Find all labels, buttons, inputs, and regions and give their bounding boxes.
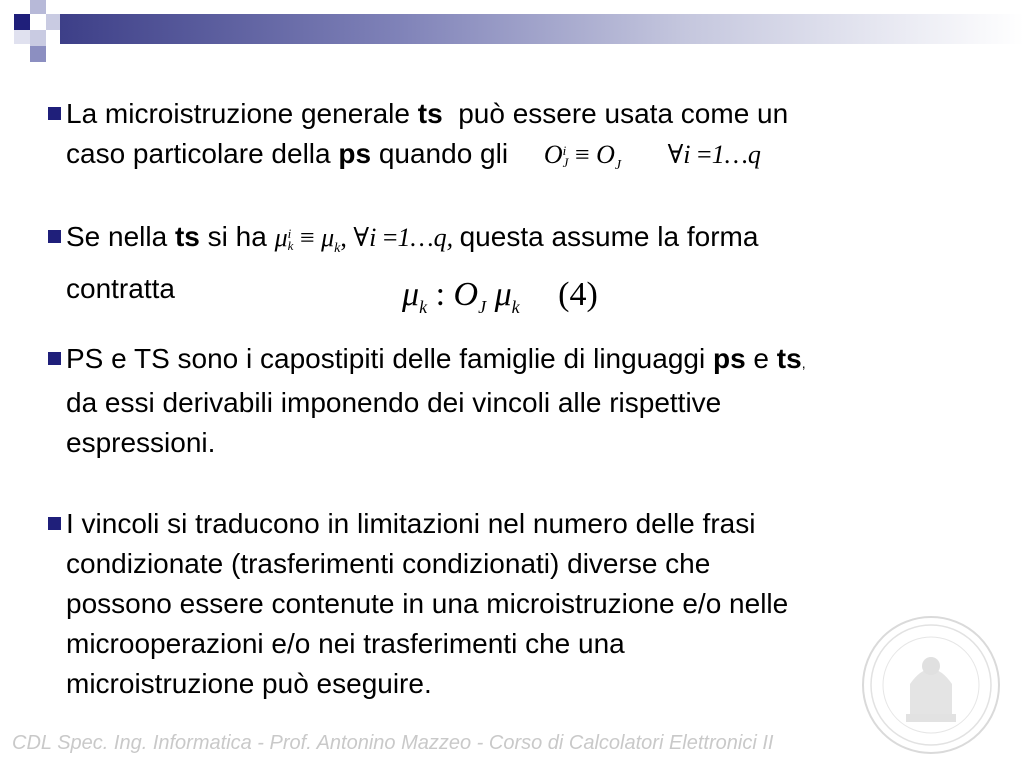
bold-term: ts bbox=[174, 221, 200, 252]
text-segment: , bbox=[801, 355, 806, 371]
math-symbol: , bbox=[340, 223, 347, 252]
bullet-3 bbox=[46, 339, 946, 463]
math-symbol: μ bbox=[274, 223, 288, 252]
math-symbol: i bbox=[683, 140, 691, 169]
math-symbol: = bbox=[382, 223, 398, 252]
equation-number: (4) bbox=[558, 276, 598, 313]
math-subscript: J bbox=[562, 155, 569, 171]
math-symbol: = bbox=[697, 140, 712, 169]
text-segment: La microistruzione generale bbox=[66, 98, 418, 129]
math-symbol: O bbox=[543, 140, 563, 169]
math-subscript: k bbox=[419, 296, 428, 317]
text-segment: Se nella bbox=[66, 221, 175, 252]
text-segment: condizionate (trasferimenti condizionati) diverse che bbox=[66, 548, 711, 579]
bullet-3-text bbox=[66, 339, 946, 463]
deco-square bbox=[14, 14, 30, 30]
math-symbol: i bbox=[369, 223, 377, 252]
text-segment: questa assume la forma bbox=[459, 221, 759, 252]
text-segment: si ha bbox=[199, 221, 275, 252]
text-segment: microoperazioni e/o nei trasferimenti che una bbox=[66, 628, 625, 659]
math-symbol: 1…q bbox=[711, 140, 761, 169]
deco-square bbox=[46, 14, 60, 30]
deco-square bbox=[30, 46, 46, 62]
math-symbol: 1…q, bbox=[397, 223, 454, 252]
text-segment: PS e TS sono i capostipiti delle famiglie di linguaggi bbox=[66, 343, 713, 374]
text-segment: contratta bbox=[66, 273, 175, 305]
math-subscript: k bbox=[511, 296, 520, 317]
deco-square bbox=[30, 30, 46, 46]
text-segment: I vincoli si traducono in limitazioni nel numero delle frasi bbox=[66, 508, 756, 539]
math-symbol: μ bbox=[321, 223, 335, 252]
formula-4 bbox=[402, 276, 598, 318]
math-subscript: k bbox=[334, 241, 341, 257]
math-symbol: μ bbox=[402, 276, 420, 313]
bullet-4 bbox=[46, 504, 946, 704]
bold-term: ps bbox=[712, 343, 746, 374]
text-segment: possono essere contenute in una microistruzione e/o nelle bbox=[66, 588, 789, 619]
text-segment: e bbox=[745, 343, 777, 374]
text-segment: microistruzione può eseguire. bbox=[66, 668, 432, 699]
text-segment: quando gli bbox=[371, 138, 509, 169]
text-segment: caso particolare della bbox=[66, 138, 339, 169]
text-segment: da essi derivabili imponendo dei vincoli alle rispettive bbox=[66, 387, 722, 418]
math-expression bbox=[543, 140, 761, 174]
deco-square bbox=[14, 30, 30, 44]
math-superscript: i bbox=[287, 226, 292, 242]
bullet-square-icon bbox=[48, 230, 61, 243]
math-symbol: μ bbox=[494, 276, 512, 313]
math-subscript: J bbox=[614, 158, 622, 174]
text-segment: può essere usata come un bbox=[458, 98, 789, 129]
math-symbol: ≡ bbox=[299, 223, 315, 252]
deco-square bbox=[30, 0, 46, 14]
bullet-square-icon bbox=[48, 107, 61, 120]
header-gradient-bar bbox=[60, 14, 1024, 44]
bold-term: ts bbox=[776, 343, 802, 374]
math-symbol: ∀ bbox=[353, 223, 370, 252]
bullet-1-text bbox=[66, 94, 946, 186]
math-symbol: ∀ bbox=[667, 140, 684, 169]
bullet-square-icon bbox=[48, 517, 61, 530]
math-symbol: ≡ bbox=[574, 140, 590, 169]
bullet-4-text bbox=[66, 504, 946, 704]
text-segment: espressioni. bbox=[66, 427, 216, 458]
math-symbol: : bbox=[435, 276, 446, 313]
header-decoration bbox=[0, 0, 1024, 66]
bullet-1 bbox=[46, 94, 946, 186]
bold-term: ts bbox=[417, 98, 443, 129]
math-symbol: O bbox=[596, 140, 615, 169]
footer-text: CDL Spec. Ing. Informatica - Prof. Antonino Mazzeo - Corso di Calcolatori Elettronici II bbox=[12, 732, 774, 754]
math-subscript: J bbox=[478, 296, 487, 317]
bold-term: ps bbox=[338, 138, 372, 169]
math-superscript: i bbox=[562, 143, 567, 159]
math-expression bbox=[274, 223, 460, 257]
math-subscript: k bbox=[287, 238, 294, 254]
bullet-square-icon bbox=[48, 352, 61, 365]
math-symbol: O bbox=[453, 276, 479, 313]
